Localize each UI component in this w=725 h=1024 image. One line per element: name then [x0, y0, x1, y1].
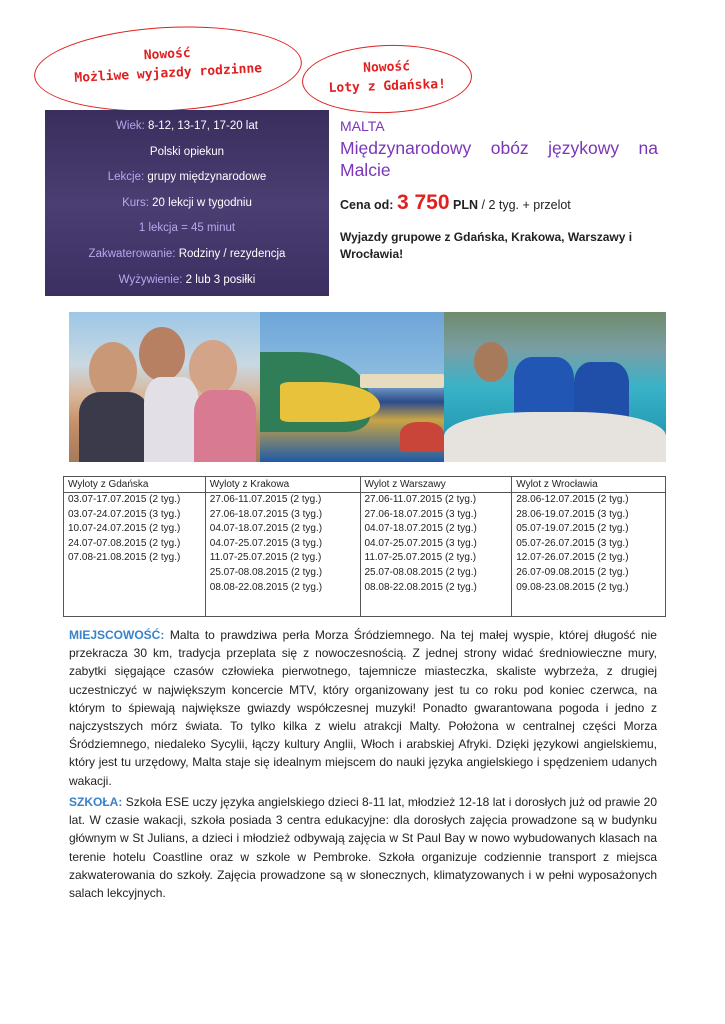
section-heading: SZKOŁA:	[69, 795, 123, 809]
date-entry: 26.07-09.08.2015 (2 tyg.)	[516, 566, 629, 578]
info-row-lessons	[45, 165, 329, 191]
warsaw-dates-cell	[360, 493, 512, 617]
date-entry: 28.06-19.07.2015 (3 tyg.)	[516, 508, 629, 520]
date-entry: 27.06-18.07.2015 (3 tyg.)	[209, 508, 323, 520]
info-row-meals	[45, 268, 329, 294]
date-entry: 04.07-25.07.2015 (3 tyg.)	[364, 537, 477, 549]
date-entry: 25.07-08.08.2015 (2 tyg.)	[209, 566, 323, 578]
oval-family-trips-text: Możliwe wyjazdy rodzinne	[74, 61, 263, 86]
info-label: Zakwaterowanie:	[88, 247, 176, 260]
section-text: Malta to prawdziwa perła Morza Śródziemnego. Na tej małej wyspie, której długość nie przekracza 30 km, tradycja przeplata się z nowoczesnością. Z jednej strony widać średniowieczne mury, zabytki sięgające czasów człowieka pierwotnego, tajemnicze miasteczka, skaliste wybrzeża, z drugiej uczestniczyć w największym koncercie MTV, który organizowany jest tu co roku pod koniec czerwca, na którym to śpiewają największe gwiazdy współczesnej muzyki! Ponadto gwarantowana pogoda i jedno z najczystszych mórz świata. To tylko kilka z wielu atrakcji Malty. Położona w centralnej części Morza Śródziemnego, niedaleko Sycylii, łączy kultury Anglii, Włoch i arabskiej Afryki. Dzięki językowi angielskiemu, który jest tu urzędowy, Malta staje się idealnym miejscem do nauki języka angielskiego i spędzeniem udanych wakacji.	[69, 628, 657, 788]
column-header: Wylot z Wrocławia	[512, 477, 666, 493]
oval-new-label: Nowość	[362, 59, 411, 76]
info-row-course	[45, 191, 329, 217]
info-row-accommodation	[45, 242, 329, 268]
date-entry: 25.07-08.08.2015 (2 tyg.)	[364, 566, 477, 578]
price-currency: PLN	[453, 198, 479, 212]
info-value: grupy międzynarodowe	[147, 171, 267, 184]
info-value: = 45 minut	[181, 222, 236, 235]
school-description	[69, 793, 657, 902]
new-family-trips-oval	[32, 20, 304, 118]
date-entry: 08.08-22.08.2015 (2 tyg.)	[364, 581, 477, 593]
info-row-lesson-length	[45, 216, 329, 242]
date-entry: 28.06-12.07.2015 (2 tyg.)	[516, 494, 629, 505]
flights-table	[63, 476, 666, 617]
date-entry: 04.07-18.07.2015 (2 tyg.)	[364, 523, 477, 535]
new-gdansk-flights-oval	[301, 42, 473, 116]
info-row-guardian	[45, 140, 329, 166]
boat-ride-photo	[444, 312, 666, 462]
location-label: MALTA	[340, 118, 385, 134]
table-header-row	[64, 477, 666, 493]
info-label: Wyżywienie:	[118, 273, 183, 286]
group-departures-text: Wyjazdy grupowe z Gdańska, Krakowa, Warszawy i Wrocławia!	[340, 230, 633, 261]
date-entry: 03.07-24.07.2015 (3 tyg.)	[68, 508, 181, 520]
info-value: 8-12, 13-17, 17-20 lat	[147, 120, 258, 132]
info-value: Polski opiekun	[149, 145, 225, 158]
info-label: Lekcje:	[107, 171, 145, 184]
date-entry: 11.07-25.07.2015 (2 tyg.)	[364, 552, 477, 564]
date-entry: 08.08-22.08.2015 (2 tyg.)	[209, 581, 323, 593]
column-header: Wyloty z Krakowa	[205, 477, 360, 493]
date-entry: 03.07-17.07.2015 (2 tyg.)	[68, 494, 181, 505]
info-label: Kurs:	[122, 196, 149, 209]
location-description	[69, 626, 657, 790]
date-entry: 24.07-07.08.2015 (2 tyg.)	[68, 537, 181, 549]
date-entry: 07.08-21.08.2015 (2 tyg.)	[68, 552, 181, 564]
harbour-boats-photo	[260, 312, 444, 462]
photo-strip	[69, 312, 666, 462]
price-label: Cena od:	[340, 198, 394, 212]
oval-new-label: Nowość	[143, 45, 192, 64]
date-entry: 27.06-11.07.2015 (2 tyg.)	[364, 494, 477, 505]
table-row	[64, 493, 666, 617]
gdansk-dates-cell	[64, 493, 206, 617]
section-text: Szkoła ESE uczy języka angielskiego dzieci 8-11 lat, młodzież 12-18 lat i dorosłych już od prawie 20 lat. W czasie wakacji, szkoła posiada 3 centra edukacyjne: dla dorosłych zajęcia prowadzone są w budynku głównym w St Julians, a dzieci i młodzież odbywają zajęcia w St Paul Bay w nowo wybudowanych klasach na terenie hotelu Coastline oraz w szkole w Pembroke. Szkoła organizuje codziennie transport z miejsca zakwaterowania do szkoły. Zajęcia prowadzone są w słonecznych, klimatyzowanych i w pełni wyposażonych salach lekcyjnych.	[69, 795, 657, 901]
date-entry: 27.06-18.07.2015 (3 tyg.)	[364, 508, 477, 520]
info-value: Rodziny / rezydencja	[178, 247, 286, 260]
column-header: Wyloty z Gdańska	[64, 477, 206, 493]
date-entry: 05.07-19.07.2015 (2 tyg.)	[516, 523, 629, 535]
offer-header	[340, 118, 658, 263]
oval-gdansk-flights-text: Loty z Gdańska!	[328, 76, 447, 97]
column-header: Wylot z Warszawy	[360, 477, 512, 493]
date-entry: 09.08-23.08.2015 (2 tyg.)	[516, 581, 629, 593]
info-label: Wiek:	[116, 120, 145, 132]
section-heading: MIEJSCOWOŚĆ:	[69, 628, 165, 642]
date-entry: 10.07-24.07.2015 (2 tyg.)	[68, 523, 181, 535]
info-label: 1 lekcja	[138, 222, 178, 235]
wroclaw-dates-cell	[512, 493, 666, 617]
date-entry: 12.07-26.07.2015 (2 tyg.)	[516, 552, 629, 564]
date-entry: 04.07-25.07.2015 (3 tyg.)	[209, 537, 323, 549]
date-entry: 05.07-26.07.2015 (3 tyg.)	[516, 537, 629, 549]
page-title: Międzynarodowy obóz językowy na Malcie	[340, 138, 658, 180]
krakow-dates-cell	[205, 493, 360, 617]
price-suffix: / 2 tyg. + przelot	[481, 198, 571, 212]
info-value: 20 lekcji w tygodniu	[152, 196, 252, 209]
date-entry: 11.07-25.07.2015 (2 tyg.)	[209, 552, 322, 564]
price-value: 3 750	[396, 191, 450, 214]
price-line	[340, 191, 658, 215]
course-info-box	[45, 110, 329, 296]
date-entry: 27.06-11.07.2015 (2 tyg.)	[209, 494, 322, 505]
info-value: 2 lub 3 posiłki	[185, 273, 256, 286]
date-entry: 04.07-18.07.2015 (2 tyg.)	[209, 523, 323, 535]
students-photo	[69, 312, 260, 462]
info-row-age	[45, 114, 329, 140]
